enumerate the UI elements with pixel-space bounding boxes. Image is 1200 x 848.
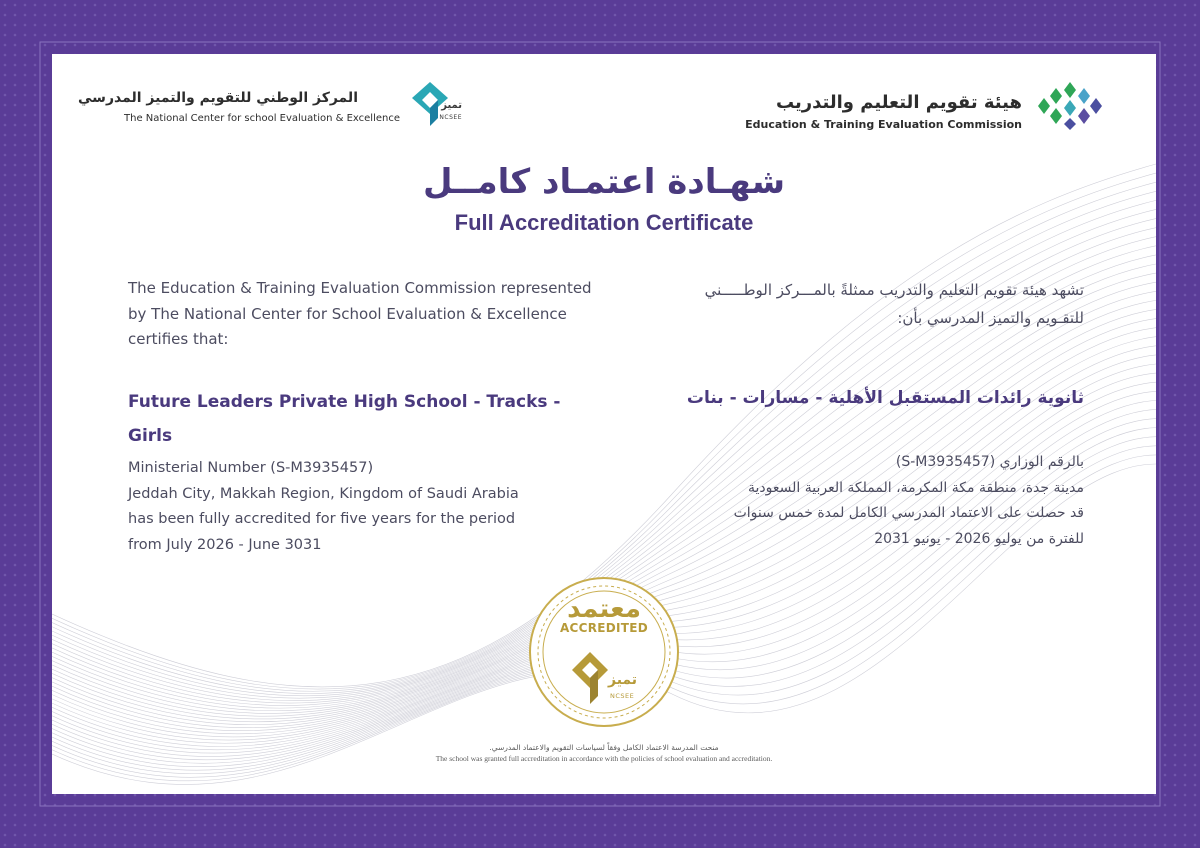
footnote-en: The school was granted full accreditation in accordance with the policies of school evaluation and accreditation. — [435, 754, 773, 763]
intro-ar — [604, 276, 1084, 332]
title-ar: شهـادة اعتمـاد كامــل — [422, 162, 786, 202]
ncsee-mark-en: NCSEE — [439, 114, 462, 121]
details-ar-line: قد حصلت على الاعتماد المدرسي الكامل لمدة خمس سنوات — [733, 505, 1084, 521]
title-en: Full Accreditation Certificate — [454, 210, 754, 235]
seal-brand-ar: تميز — [608, 672, 638, 688]
certificate-paper — [52, 54, 1156, 794]
intro-en — [128, 276, 598, 353]
footnote-ar: منحت المدرسة الاعتماد الكامل وفقاً لسياسات التقويم والاعتماد المدرسي. — [489, 743, 719, 752]
ncsee-mark-ar: تميز — [441, 100, 462, 111]
school-name-en-line: Girls — [128, 426, 173, 446]
details-en-line: from July 2026 - June 3031 — [128, 536, 322, 553]
intro-en-line: certifies that: — [128, 330, 229, 348]
etec-mark-icon — [1034, 80, 1106, 136]
details-en — [128, 456, 598, 558]
seal-text-ar: معتمد — [567, 594, 641, 624]
details-ar-line: للفترة من يوليو 2026 - يونيو 2031 — [874, 530, 1084, 547]
details-ar-line: بالرقم الوزاري (S-M3935457) — [895, 454, 1084, 470]
seal-text-en: ACCREDITED — [559, 621, 649, 635]
details-ar — [604, 450, 1084, 552]
details-en-line: has been fully accredited for five years for the period — [128, 511, 516, 527]
ncsee-logo — [78, 78, 462, 138]
details-en-line: Jeddah City, Makkah Region, Kingdom of Saudi Arabia — [128, 485, 519, 502]
school-name-ar: ثانوية رائدات المستقبل الأهلية - مسارات - بنات — [686, 388, 1084, 408]
details-en-line: Ministerial Number (S-M3935457) — [128, 460, 374, 476]
intro-ar-line: تشهد هيئة تقويم التعليم والتدريب ممثلةً بالمـــركز الوطـــــني — [704, 281, 1084, 299]
seal-brand-en: NCSEE — [610, 692, 635, 700]
etec-name-ar: هيئة تقويم التعليم والتدريب — [775, 92, 1022, 113]
etec-logo — [745, 78, 1106, 138]
intro-ar-line: للتقـويم والتميز المدرسي بأن: — [897, 309, 1084, 327]
ncsee-name-en: The National Center for school Evaluation & Excellence — [124, 113, 400, 124]
intro-en-line: The Education & Training Evaluation Commission represented — [128, 279, 592, 297]
intro-en-line: by The National Center for School Evaluation & Excellence — [128, 304, 567, 323]
school-name-en — [128, 385, 568, 453]
details-ar-line: مدينة جدة، منطقة مكة المكرمة، المملكة العربية السعودية — [748, 479, 1084, 496]
ncsee-name-ar: المركز الوطني للتقويم والتميز المدرسي — [78, 90, 358, 106]
school-name-en-line: Future Leaders Private High School - Tracks - — [128, 392, 561, 412]
etec-name-en: Education & Training Evaluation Commission — [745, 118, 1022, 131]
